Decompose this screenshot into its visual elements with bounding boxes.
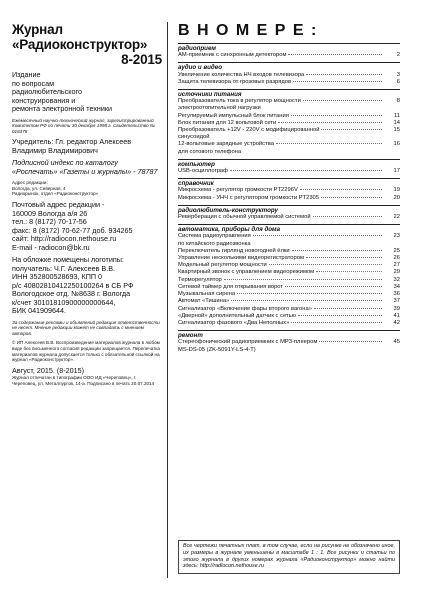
contents-entry[interactable]	[178, 98, 400, 112]
registration-info: Ежемесячный научно-технический журнал, зарегистрированный Комитетом РФ по печати 30 декабря 1998 г. Свидетельство № 018378	[12, 117, 155, 134]
dot-leader	[293, 81, 382, 82]
entry-title: Микросхема - УНЧ с регулятором громкости PT2305	[178, 194, 320, 201]
section-heading: радиолюбитель-конструктору	[178, 205, 400, 214]
website-link[interactable]: сайт: http://radiocon.nethouse.ru	[12, 234, 117, 244]
entry-page-number: 3	[396, 71, 400, 78]
dot-leader	[314, 308, 382, 309]
dot-leader	[292, 250, 382, 251]
contents-entry[interactable]	[178, 291, 400, 298]
dot-leader	[285, 286, 382, 287]
contents-entry[interactable]	[178, 313, 400, 320]
contents-entry[interactable]	[178, 113, 400, 120]
dot-leader	[306, 257, 382, 258]
telephone: тел.: 8 (8172) 70-17-56	[12, 217, 87, 227]
entry-page-number: 22	[393, 214, 400, 221]
entry-title: Микросхема - регулятор громкости PT2296V	[178, 187, 298, 194]
entry-title: Управление несколькими видеорегистратором	[178, 255, 304, 262]
journal-title-line1: Журнал	[12, 22, 63, 37]
dot-leader	[230, 170, 382, 171]
contents-entry[interactable]	[178, 248, 400, 255]
entry-title: Сигнализатор «Включение фары второго вагона»	[178, 305, 312, 312]
entry-page-number: 14	[393, 119, 400, 126]
subscription-index: Подписной индекс по каталогу «Роспечать» «Газеты и журналы» - 78787	[12, 158, 158, 176]
entry-title: Увеличение количества НЧ входов телевизора	[178, 71, 305, 78]
entry-page-number: 34	[393, 283, 400, 290]
entry-title: Стереофонический радиоприемник с MP3-плеером MS-DS-05 (ZK-5091Y-LS-4-T)	[178, 339, 318, 353]
postal-address: Почтовый адрес редакции - 160009 Вологда а/я 26	[12, 200, 105, 218]
entry-page-number: 15	[393, 127, 400, 134]
entry-page-number: 32	[393, 276, 400, 283]
entry-page-number: 42	[393, 319, 400, 326]
section-heading: автоматика, приборы для дома	[178, 224, 400, 233]
entry-title: Блок питания для 12 вольтовой сети	[178, 119, 277, 126]
section-heading: ремонт	[178, 330, 400, 339]
entry-page-number: 37	[393, 298, 400, 305]
entry-title: Преобразователь +12V - 220V с модифицированной синусоидой	[178, 127, 320, 141]
advertising-disclaimer: За содержание рекламы и объявлений редакция ответственности не несет. Мнение редакции может не совпадать с мнением авторов.	[12, 319, 160, 336]
dot-leader	[303, 100, 382, 101]
payment-details: получатель: Ч.Г. Алексеев В.В. ИНН 352800528693, КПП 0 р/с 40802810412250100264 в СБ РФ Вологодское отд. №8638 г. Вологда к/счет 30101810900000000644, БИК 041909644.	[12, 263, 134, 316]
contents-entry[interactable]	[178, 79, 400, 86]
contents-entry[interactable]	[178, 214, 400, 221]
section-heading: радиоприем	[178, 43, 400, 52]
contents-entry[interactable]	[178, 284, 400, 291]
journal-title-row	[12, 37, 162, 52]
entry-title: Сигнализатор фазового «Два Неполных»	[178, 319, 290, 326]
dot-leader	[321, 129, 382, 130]
dot-leader	[237, 293, 382, 294]
dot-leader	[316, 271, 382, 272]
entry-title: Автомат «Тишина»	[178, 298, 230, 305]
contents-entry[interactable]	[178, 320, 400, 327]
entry-page-number: 45	[393, 339, 400, 346]
entry-page-number: 11	[393, 112, 400, 119]
journal-title-line2: «Радиоконструктор»	[12, 37, 148, 52]
entry-title: Музыкальная сирена	[178, 291, 236, 298]
dot-leader	[298, 315, 382, 316]
dot-leader	[269, 264, 382, 265]
issue-date: Август, 2015. (8-2015)	[12, 365, 84, 375]
dot-leader	[231, 300, 382, 301]
contents-entry[interactable]	[178, 168, 400, 175]
dot-leader	[291, 322, 382, 323]
journal-description: Издание по вопросам радиолюбительского конструирования и ремонта электронной техники	[12, 70, 113, 113]
founder-info: Учредитель: Гл. редактор Алексеев Владимир Владимирович	[12, 137, 132, 155]
dot-leader	[300, 189, 382, 190]
entry-page-number: 41	[393, 312, 400, 319]
entry-page-number: 36	[393, 291, 400, 298]
entry-title: Система радиоуправления по китайского радиозвонка	[178, 233, 251, 247]
section-heading: справочник	[178, 178, 400, 187]
entry-page-number: 29	[393, 269, 400, 276]
copyright-notice: © ИП Алексеев В.В. Воспроизведение материалов журнала в любом виде без письменного согласия редакции запрещается. Перепечатка материалов журнала допускается только с обязательной ссылкой на журнал «Радиоконструктор».	[12, 340, 160, 363]
contents-entry[interactable]	[178, 233, 400, 247]
masthead-column	[12, 22, 162, 386]
entry-title: Сетевой таймер для открывания ворот	[178, 283, 284, 290]
entry-page-number: 17	[393, 168, 400, 175]
entry-title: Защита телевизора от грозовых разрядов	[178, 78, 292, 85]
entry-title: Квартирный звонок с управлением видеорежимом	[178, 269, 315, 276]
issue-number: 8-2015	[121, 52, 162, 67]
contents-entry[interactable]	[178, 187, 400, 194]
email-link[interactable]: E-mail - radiocon@bk.ru	[12, 242, 90, 252]
contents-entry[interactable]	[178, 52, 400, 59]
dot-leader	[278, 122, 382, 123]
entry-title: Модельный регулятор мощности	[178, 262, 267, 269]
dot-leader	[319, 341, 382, 342]
entry-title: Реверберация с обычной управляемой системой	[178, 214, 311, 221]
entry-page-number: 26	[393, 255, 400, 262]
contents-entry[interactable]	[178, 141, 400, 155]
entry-title: «Дверной» дополнительный датчик с сетью	[178, 312, 297, 319]
contents-list	[178, 43, 400, 354]
entry-title: Переключатель гирлянд новогодней ёлки	[178, 247, 290, 254]
fax: факс: 8 (8172) 70-62-77 доб. 934265	[12, 225, 133, 235]
contents-entry[interactable]	[178, 120, 400, 127]
contents-entry[interactable]	[178, 277, 400, 284]
entry-page-number: 6	[396, 78, 400, 85]
entry-page-number: 23	[393, 233, 400, 240]
contents-entry[interactable]	[178, 298, 400, 305]
entry-page-number: 20	[393, 194, 400, 201]
entry-page-number: 2	[396, 52, 400, 59]
contents-entry[interactable]	[178, 339, 400, 353]
dot-leader	[288, 54, 382, 55]
entry-title: AM-приемник с синхронным детектором	[178, 52, 287, 59]
contents-entry[interactable]	[178, 72, 400, 79]
section-heading: компьютер	[178, 159, 400, 168]
table-of-contents	[178, 22, 400, 354]
entry-title: 12-вольтовые зарядные устройства для сотового телефона	[178, 141, 274, 155]
section-heading: аудио и видео	[178, 62, 400, 71]
dot-leader	[253, 235, 382, 236]
column-divider	[167, 22, 168, 578]
entry-page-number: 27	[393, 262, 400, 269]
dot-leader	[291, 115, 382, 116]
dot-leader	[321, 197, 382, 198]
editorial-address: Адрес редакции: Вологда, ул. Северная, 4 Радиорынок, отдел «Радиоконструктор»	[12, 180, 99, 197]
dot-leader	[224, 279, 382, 280]
contents-entry[interactable]	[178, 195, 400, 202]
section-heading: источники питания	[178, 89, 400, 98]
entry-title: USB-осциллограф	[178, 168, 228, 175]
entry-page-number: 25	[393, 247, 400, 254]
dot-leader	[306, 74, 382, 75]
entry-title: Терморегулятор	[178, 276, 222, 283]
contents-entry[interactable]	[178, 269, 400, 276]
entry-page-number: 19	[393, 187, 400, 194]
contents-heading: В Н О М Е Р Е :	[178, 22, 318, 39]
entry-title: Преобразователь тока в регулятор мощности электроотопительной нагрузки	[178, 98, 301, 112]
entry-title: Регулируемый импульсный блок питания	[178, 112, 289, 119]
footnote-box: Все чертежи печатных плат, в том случае, если на рисунке не обозначено иное, их размеры в журнале уменьшены в масштабе 1 : 1. Все рисунки и статьи по этого журнала в других номерах журнала «Радиоконструктор» можно найти здесь: http://radiocon.nethouse.ru	[178, 540, 400, 574]
payment-intro: На обложке помещены логотипы:	[12, 255, 124, 265]
dot-leader	[313, 216, 382, 217]
entry-page-number: 39	[393, 305, 400, 312]
contents-entry[interactable]	[178, 306, 400, 313]
entry-page-number: 16	[393, 141, 400, 148]
contents-entry[interactable]	[178, 127, 400, 141]
entry-page-number: 8	[396, 98, 400, 105]
printing-info: Журнал отпечатан в типографии ООО ИД «Череповец», г. Череповец, ул. Металлургов, 14-а. Подписано в печать 20.07.2014	[12, 375, 155, 386]
dot-leader	[276, 143, 382, 144]
